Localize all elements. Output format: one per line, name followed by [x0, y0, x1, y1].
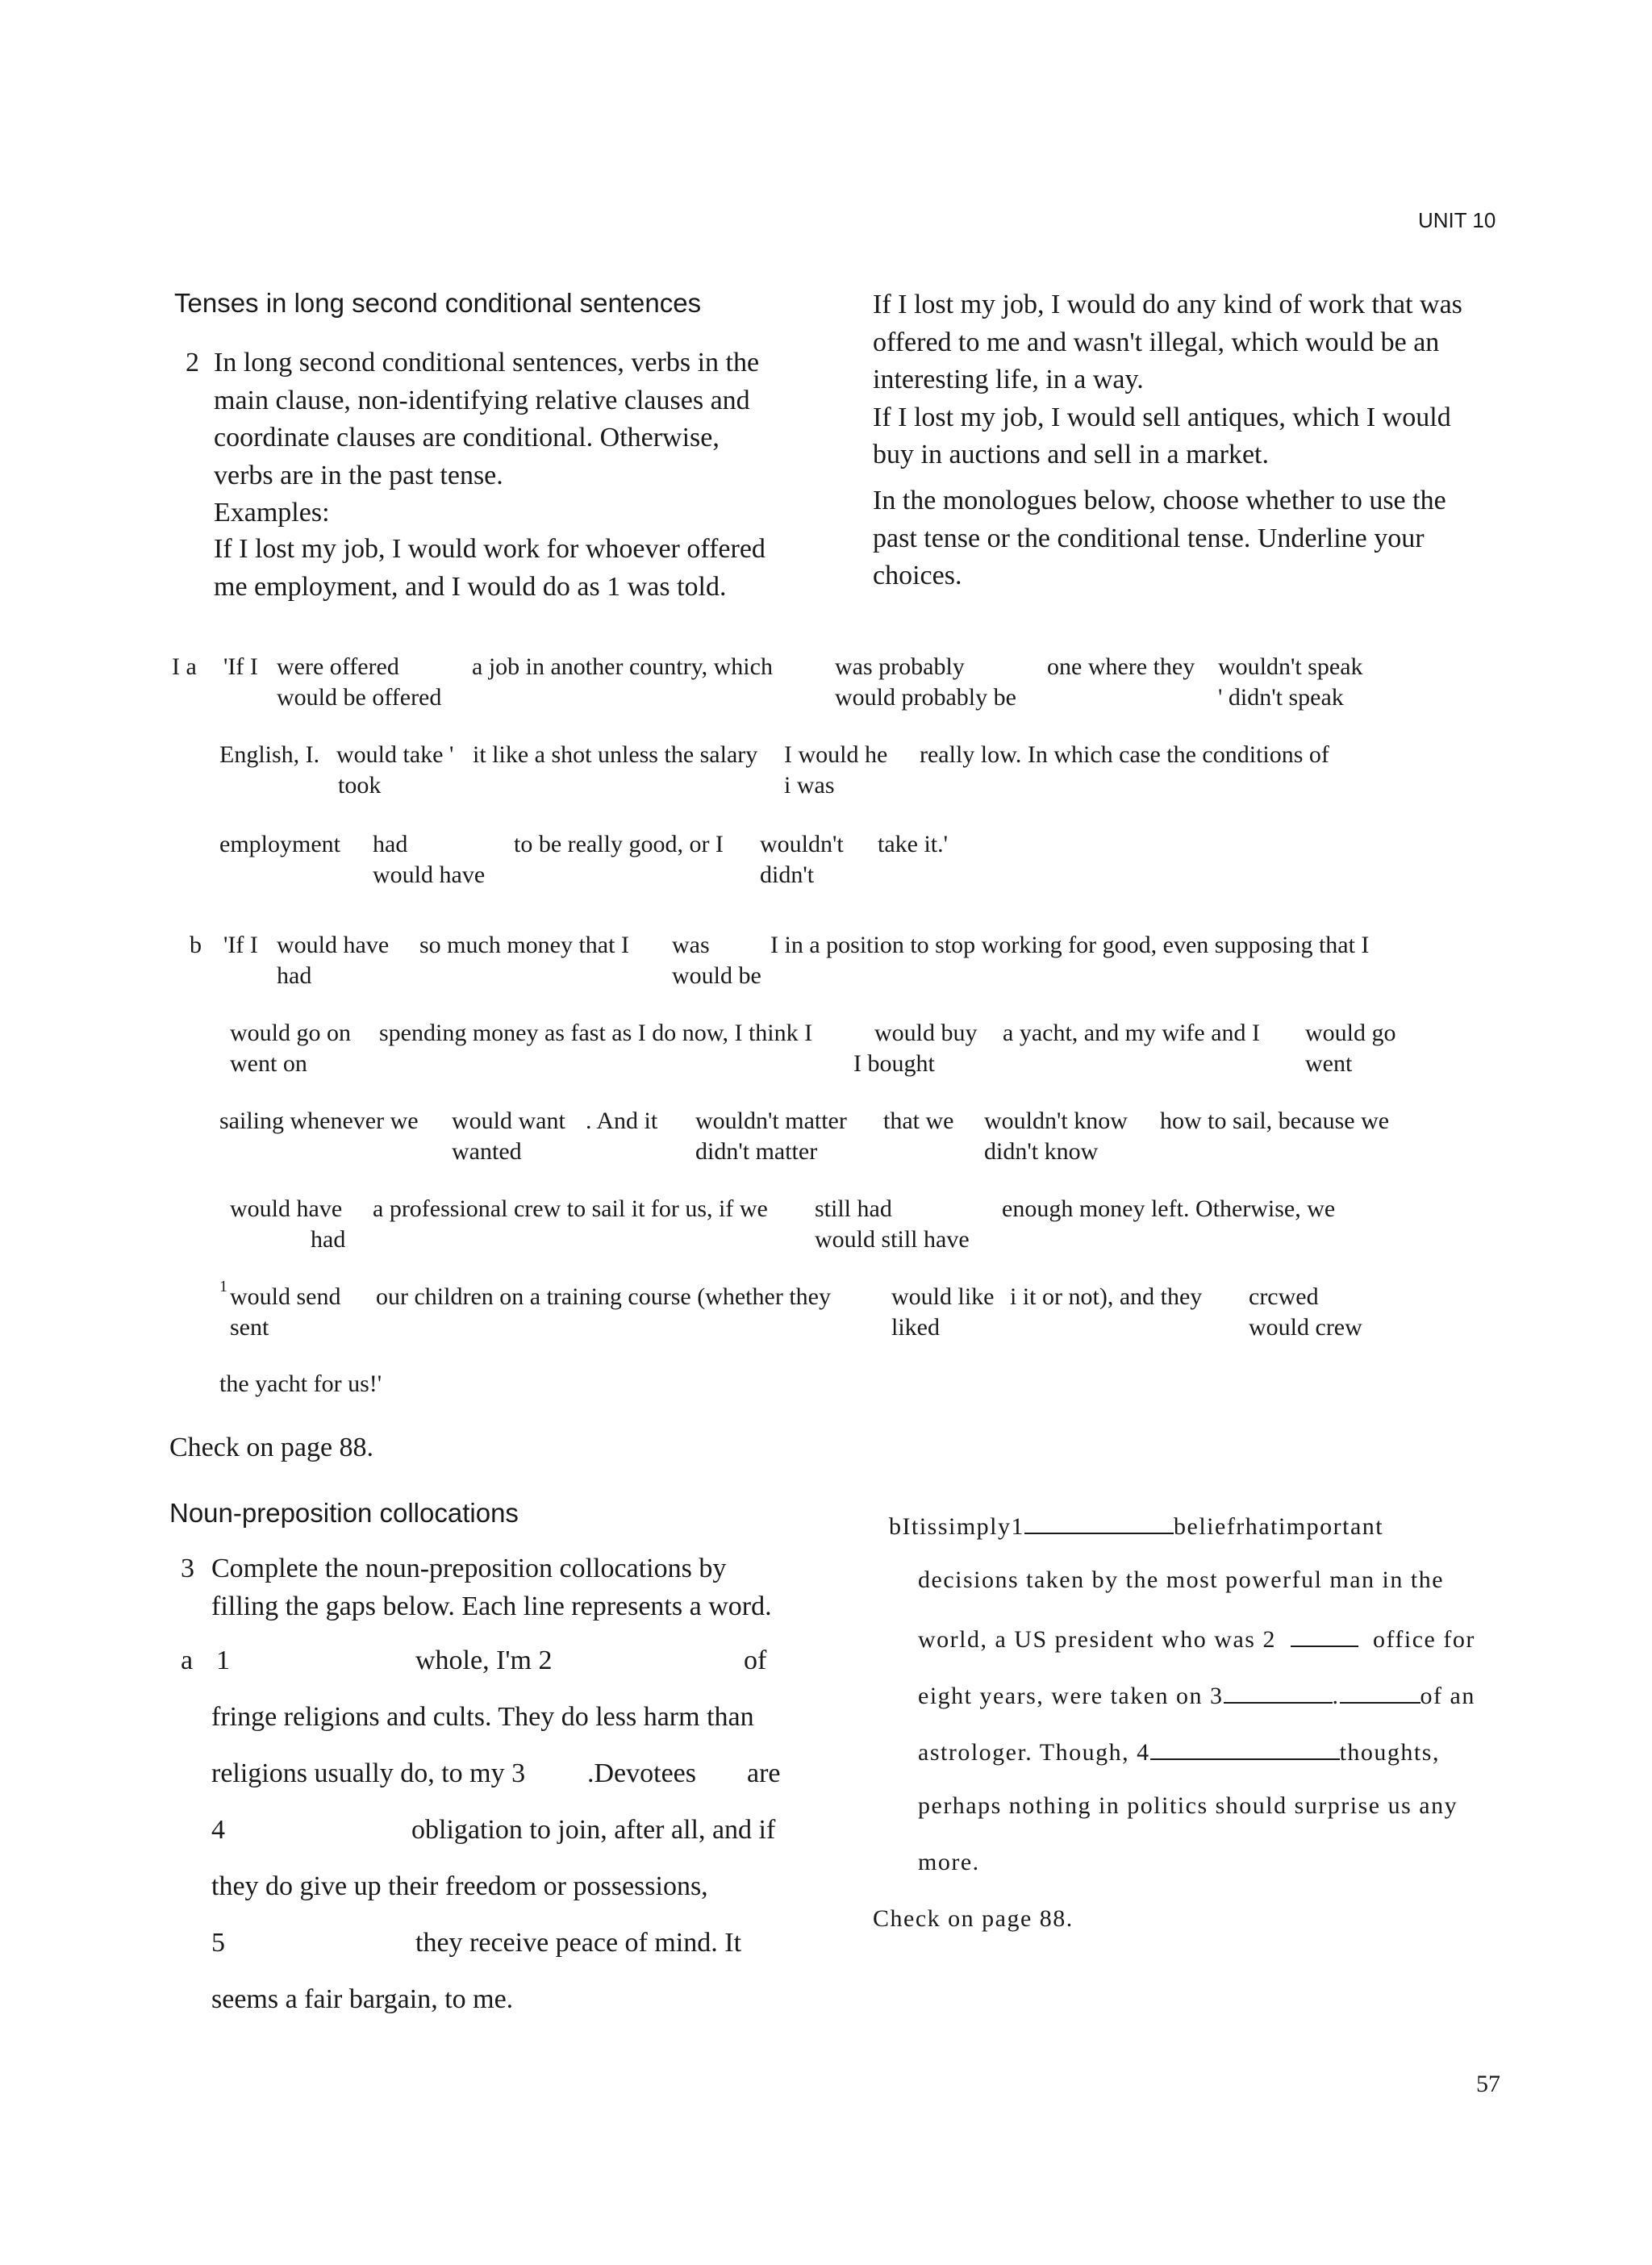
- monologue-text: to be really good, or I: [514, 831, 724, 857]
- passage-text: fringe religions and cults. They do less harm than: [211, 1702, 754, 1732]
- monologue-text: take it.': [878, 831, 949, 857]
- tense-choice[interactable]: wouldn't didn't: [760, 831, 844, 888]
- passage-text: eight years, were taken on 3 . of an: [918, 1679, 1475, 1710]
- tense-choice[interactable]: was would be: [672, 932, 761, 989]
- tense-choice[interactable]: wouldn't speak ' didn't speak: [1218, 653, 1363, 711]
- passage-text: seems a fair bargain, to me.: [211, 1984, 514, 2014]
- tense-choice[interactable]: would like liked: [891, 1283, 995, 1341]
- monologue-text: employment: [219, 831, 340, 857]
- monologue-text: 'If I: [223, 653, 258, 680]
- tense-choice[interactable]: would want wanted: [452, 1107, 565, 1165]
- passage-text: they receive peace of mind. It: [415, 1928, 742, 1958]
- passage-text: of: [744, 1646, 767, 1675]
- monologue-text: our children on a training course (whether they: [376, 1283, 831, 1310]
- monologue-text: so much money that I: [419, 932, 629, 958]
- monologue-text: a job in another country, which: [472, 653, 773, 680]
- rule-explanation: In long second conditional sentences, verbs in the main clause, non-identifying relative clauses and coordinate clauses are conditional. Otherwise, verbs are in the past tense. Examples:: [214, 344, 851, 532]
- tense-choice[interactable]: would take ' took: [336, 741, 454, 799]
- answer-blank[interactable]: [1024, 1510, 1174, 1534]
- answer-blank[interactable]: [1150, 1736, 1340, 1760]
- passage-text: more.: [918, 1849, 980, 1875]
- monologue-text: i it or not), and they: [1010, 1283, 1203, 1310]
- tense-choice[interactable]: would have had: [230, 1195, 346, 1253]
- answer-blank[interactable]: [1340, 1679, 1420, 1704]
- tense-choice[interactable]: would go went: [1305, 1020, 1396, 1077]
- passage-text: they do give up their freedom or possessions,: [211, 1871, 708, 1901]
- monologue-text: it like a shot unless the salary: [473, 741, 758, 768]
- passage-text: perhaps nothing in politics should surprise us any: [918, 1792, 1458, 1819]
- check-answers-note: Check on page 88.: [169, 1433, 374, 1462]
- monologue-text: a professional crew to sail it for us, if we: [373, 1195, 768, 1222]
- tense-choice[interactable]: was probably would probably be: [835, 653, 1016, 711]
- tense-choice[interactable]: I would he i was: [784, 741, 888, 799]
- exercise-number-3: 3: [181, 1554, 194, 1583]
- check-answers-note: Check on page 88.: [873, 1905, 1074, 1932]
- passage-text: are: [747, 1758, 781, 1788]
- section-heading-collocations: Noun-preposition collocations: [169, 1498, 519, 1528]
- monologue-text: spending money as fast as I do now, I think I: [379, 1020, 813, 1046]
- monologue-text: I in a position to stop working for good, even supposing that I: [770, 932, 1370, 958]
- passage-text: astrologer. Though, 4 thoughts,: [918, 1736, 1440, 1767]
- exercise-3-instructions: Complete the noun-preposition collocations by filling the gaps below. Each line represents a word.: [211, 1554, 772, 1621]
- tense-choice[interactable]: were offered would be offered: [277, 653, 442, 711]
- passage-a-label: a: [181, 1646, 194, 1675]
- passage-text: decisions taken by the most powerful man in the: [918, 1566, 1445, 1593]
- page-number: 57: [1476, 2071, 1500, 2097]
- monologue-text: one where they: [1047, 653, 1195, 680]
- passage-text: obligation to join, after all, and if: [411, 1815, 776, 1845]
- tense-choice[interactable]: wouldn't know didn't know: [984, 1107, 1128, 1165]
- answer-blank[interactable]: [1291, 1623, 1358, 1647]
- example-sentence-1: If I lost my job, I would work for whoever offered me employment, and I would do as 1 was told.: [214, 534, 766, 602]
- gap-number: 4: [211, 1815, 225, 1845]
- monologue-text: how to sail, because we: [1160, 1107, 1390, 1134]
- monologue-text: English, I.: [219, 741, 320, 768]
- tense-choice[interactable]: would send sent: [230, 1283, 341, 1341]
- tense-choice[interactable]: still had would still have: [815, 1195, 970, 1253]
- gap-number: 5: [211, 1928, 225, 1958]
- tense-choice[interactable]: would buy I bought: [853, 1020, 978, 1077]
- monologue-text: enough money left. Otherwise, we: [1002, 1195, 1336, 1222]
- exercise-number-2: 2: [186, 348, 199, 378]
- example-sentences-right: If I lost my job, I would do any kind of work that was offered to me and wasn't illegal, which would be an interesting life, in a way. If I lost my job, I would sell antiques, which I would buy in auctions and sell in a market.: [873, 290, 1462, 469]
- instructions: In the monologues below, choose whether to use the past tense or the conditional tense. Underline your choices.: [873, 486, 1446, 590]
- examples-label: Examples:: [214, 498, 330, 528]
- monologue-text: the yacht for us!': [219, 1370, 382, 1397]
- passage-b-text: bItissimply1 beliefrhatimportant: [889, 1510, 1383, 1541]
- tense-choice[interactable]: wouldn't matter didn't matter: [695, 1107, 847, 1165]
- passage-text: .Devotees: [587, 1758, 697, 1788]
- tense-choice[interactable]: crcwed would crew: [1249, 1283, 1362, 1341]
- monologue-text: 'If I: [223, 932, 258, 958]
- exercise-b-label: b: [190, 932, 202, 958]
- passage-text: religions usually do, to my 3: [211, 1758, 526, 1788]
- tense-choice[interactable]: would have had: [277, 932, 390, 989]
- monologue-text: a yacht, and my wife and I: [1003, 1020, 1261, 1046]
- passage-text: world, a US president who was 2 office for: [918, 1623, 1475, 1654]
- running-head: UNIT 10: [1418, 208, 1496, 232]
- monologue-text: . And it: [586, 1107, 658, 1134]
- monologue-text: sailing whenever we: [219, 1107, 419, 1134]
- answer-blank[interactable]: [1224, 1679, 1333, 1704]
- superscript-mark: 1: [219, 1278, 227, 1295]
- monologue-text: that we: [883, 1107, 954, 1134]
- monologue-text: really low. In which case the conditions of: [920, 741, 1329, 768]
- gap-number: 1: [216, 1646, 230, 1675]
- section-heading-conditionals: Tenses in long second conditional sentences: [174, 288, 702, 318]
- tense-choice[interactable]: had would have: [373, 831, 486, 888]
- exercise-a-label: I a: [172, 653, 197, 680]
- passage-text: whole, I'm 2: [415, 1646, 553, 1675]
- tense-choice[interactable]: would go on went on: [230, 1020, 351, 1077]
